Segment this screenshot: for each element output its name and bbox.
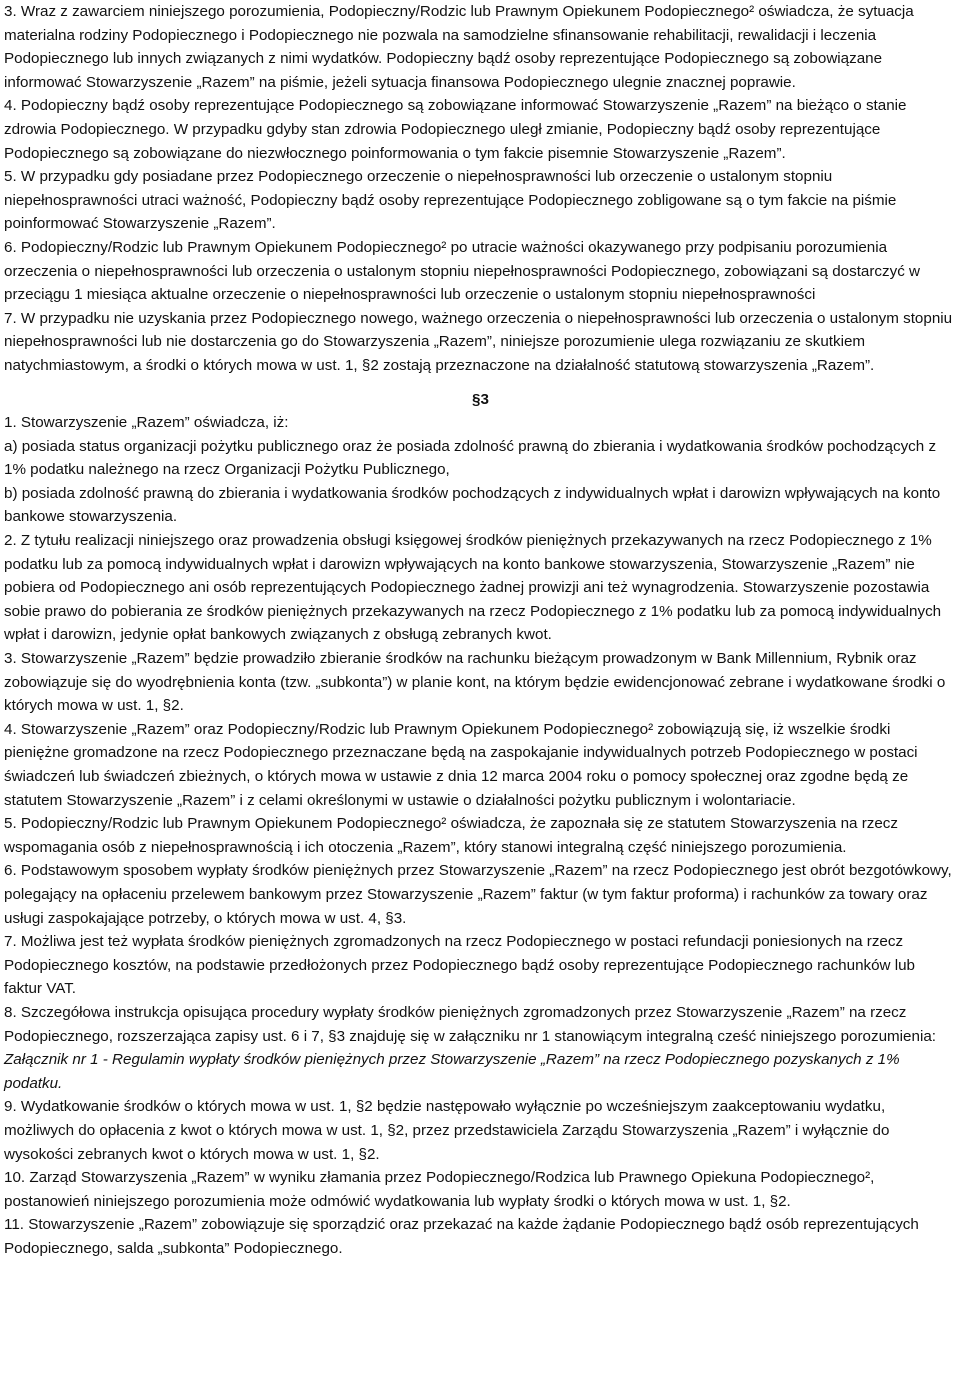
section3-item-10: 10. Zarząd Stowarzyszenia „Razem” w wyniku złamania przez Podopiecznego/Rodzica lub Prawnego Opiekuna Podopiecznego², postanowień niniejszego porozumienia może odmówić wydatkowania lub wypłaty środki o których mowa w ust. 1, §2. — [4, 1169, 875, 1210]
section-heading: §3 — [472, 390, 489, 408]
section3-item-8-italic: Załącznik nr 1 - Regulamin wypłaty środków pieniężnych przez Stowarzyszenie „Razem” na rzecz Podopiecznego pozyskanych z 1% podatku. — [4, 1051, 900, 1092]
section3-item-11: 11. Stowarzyszenie „Razem” zobowiązuje się sporządzić oraz przekazać na każde żądanie Podopiecznego bądź osób reprezentujących Podopiecznego, salda „subkonta” Podopiecznego. — [4, 1216, 919, 1257]
section3-item-6: 6. Podstawowym sposobem wypłaty środków pieniężnych przez Stowarzyszenie „Razem” na rzecz Podopiecznego jest obrót bezgotówkowy, polegający na opłaceniu przelewem bankowym przez Stowarzyszenie „Razem” faktur (w tym faktur proforma) i rachunków za towary oraz usługi zaspokajające potrzeby, o których mowa w ust. 4, §3. — [4, 862, 952, 927]
section3-item-8-text: 8. Szczegółowa instrukcja opisująca procedury wypłaty środków pieniężnych zgromadzonych przez Stowarzyszenie „Razem” na rzecz Podopiecznego, rozszerzająca zapisy ust. 6 i 7, §3 znajduję się w załączniku nr 1 stanowiącym integralną cześć niniejszego porozumienia: — [4, 1003, 936, 1045]
section3-item-2: 2. Z tytułu realizacji niniejszego oraz prowadzenia obsługi księgowej środków pieniężnych przekazywanych na rzecz Podopiecznego z 1% podatku lub za pomocą indywidualnych wpłat i darowizn wpływających na konto bankowe stowarzyszenia, Stowarzyszenie „Razem” nie pobiera od Podopiecznego ani osób reprezentujących Podopiecznego żadnej prowizji ani też wynagrodzenia. Stowarzyszenie pozostawia sobie prawo do pobierania ze środków pieniężnych przekazywanych na rzecz Podopiecznego z 1% podatku lub za pomocą indywidualnych wpłat i darowizn, jedynie opłat bankowych związanych z obsługą zebranych kwot. — [4, 532, 942, 644]
paragraph-4: 4. Podopieczny bądź osoby reprezentujące Podopiecznego są zobowiązane informować Stowarzyszenie „Razem” na bieżąco o stanie zdrowia Podopiecznego. W przypadku gdyby stan zdrowia Podopiecznego uległ zmianie, Podopieczny bądź osoby reprezentujące Podopiecznego są zobowiązane do niezwłocznego poinformowania o tym fakcie pisemnie Stowarzyszenie „Razem”. — [4, 97, 907, 162]
section3-item-5: 5. Podopieczny/Rodzic lub Prawnym Opiekunem Podopiecznego² oświadcza, że zapoznała się ze statutem Stowarzyszenia na rzecz wspomagania osób z niepełnosprawnością i ich otoczenia „Razem”, który stanowi integralną część niniejszego porozumienia. — [4, 815, 898, 856]
section3-item-1a: a) posiada status organizacji pożytku publicznego oraz że posiada zdolność prawną do zbierania i wydatkowania środków pochodzących z 1% podatku należnego na rzecz Organizacji Pożytku Publicznego, — [4, 437, 937, 479]
section3-item-8 — [4, 1001, 956, 1095]
paragraph-6: 6. Podopieczny/Rodzic lub Prawnym Opiekunem Podopiecznego² po utracie ważności okazywanego przy podpisaniu porozumienia orzeczenia o niepełnosprawności lub orzeczenia o ustalonym stopniu niepełnosprawności Podopiecznego, zobowiązani są dostarczyć w przeciągu 1 miesiąca aktualne orzeczenie o niepełnosprawności lub orzeczenie o ustalonym stopniu niepełnosprawności — [4, 238, 920, 304]
paragraph-7: 7. W przypadku nie uzyskania przez Podopiecznego nowego, ważnego orzeczenia o niepełnosprawności lub orzeczenia o ustalonym stopniu niepełnosprawności lub nie dostarczenia go do Stowarzyszenia „Razem”, niniejsze porozumienie ulega rozwiązaniu ze skutkiem natychmiastowym, a środki o których mowa w ust. 1, §2 zostają przeznaczone na działalność statutową stowarzyszenia „Razem”. — [4, 309, 953, 374]
section3-item-9: 9. Wydatkowanie środków o których mowa w ust. 1, §2 będzie następowało wyłącznie po wcześniejszym zaakceptowaniu wydatku, możliwych do opłacenia z kwot o których mowa w ust. 1, §2, przez przedstawiciela Zarządu Stowarzyszenia „Razem” i wyłącznie do wysokości zebranych kwot o których mowa w ust. 1, §2. — [4, 1098, 890, 1163]
section3-item-4: 4. Stowarzyszenie „Razem” oraz Podopieczny/Rodzic lub Prawnym Opiekunem Podopiecznego² zobowiązują się, iż wszelkie środki pieniężne gromadzone na rzecz Podopiecznego przeznaczane będą na zaspokajanie indywidualnych potrzeb Podopiecznego w postaci świadczeń lub świadczeń zbieżnych, o których mowa w ustawie z dnia 12 marca 2004 roku o pomocy społecznej oraz zgodne będą ze statutem Stowarzyszenie „Razem” i z celami określonymi w ustawie o działalności pożytku publicznym i wolontariacie. — [4, 720, 918, 809]
section3-item-3: 3. Stowarzyszenie „Razem” będzie prowadziło zbieranie środków na rachunku bieżącym prowadzonym w Bank Millennium, Rybnik oraz zobowiązuje się do wyodrębnienia konta (tzw. „subkonta”) w planie kont, na którym będzie ewidencjonować zebrane i wydatkowane środki o których mowa w ust. 1, §2. — [4, 650, 946, 715]
section3-item-1b: b) posiada zdolność prawną do zbierania i wydatkowania środków pochodzących z indywidualnych wpłat i darowizn wpływających na konto bankowe stowarzyszenia. — [4, 484, 941, 526]
section3-item-1: 1. Stowarzyszenie „Razem” oświadcza, iż: — [4, 414, 289, 432]
section3-item-7: 7. Możliwa jest też wypłata środków pieniężnych zgromadzonych na rzecz Podopiecznego w postaci refundacji poniesionych na rzecz Podopiecznego kosztów, na podstawie przedłożonych przez Podopiecznego bądź osoby reprezentujące Podopiecznego rachunków lub faktur VAT. — [4, 933, 916, 998]
paragraph-3: 3. Wraz z zawarciem niniejszego porozumienia, Podopieczny/Rodzic lub Prawnym Opiekunem Podopiecznego² oświadcza, że sytuacja materialna rodziny Podopiecznego i Podopiecznego nie pozwala na samodzielne sfinansowanie rehabilitacji, rewalidacji i leczenia Podopiecznego lub innych związanych z nimi wydatków. Podopieczny bądź osoby reprezentujące Podopiecznego są zobowiązane informować Stowarzyszenie „Razem” na piśmie, jeżeli sytuacja finansowa Podopiecznego ulegnie znacznej poprawie. — [4, 3, 914, 91]
paragraph-5: 5. W przypadku gdy posiadane przez Podopiecznego orzeczenie o niepełnosprawności lub orzeczenie o ustalonym stopniu niepełnosprawności utraci ważność, Podopieczny bądź osoby reprezentujące Podopiecznego zobligowane są o tym fakcie na piśmie poinformować Stowarzyszenie „Razem”. — [4, 168, 897, 233]
